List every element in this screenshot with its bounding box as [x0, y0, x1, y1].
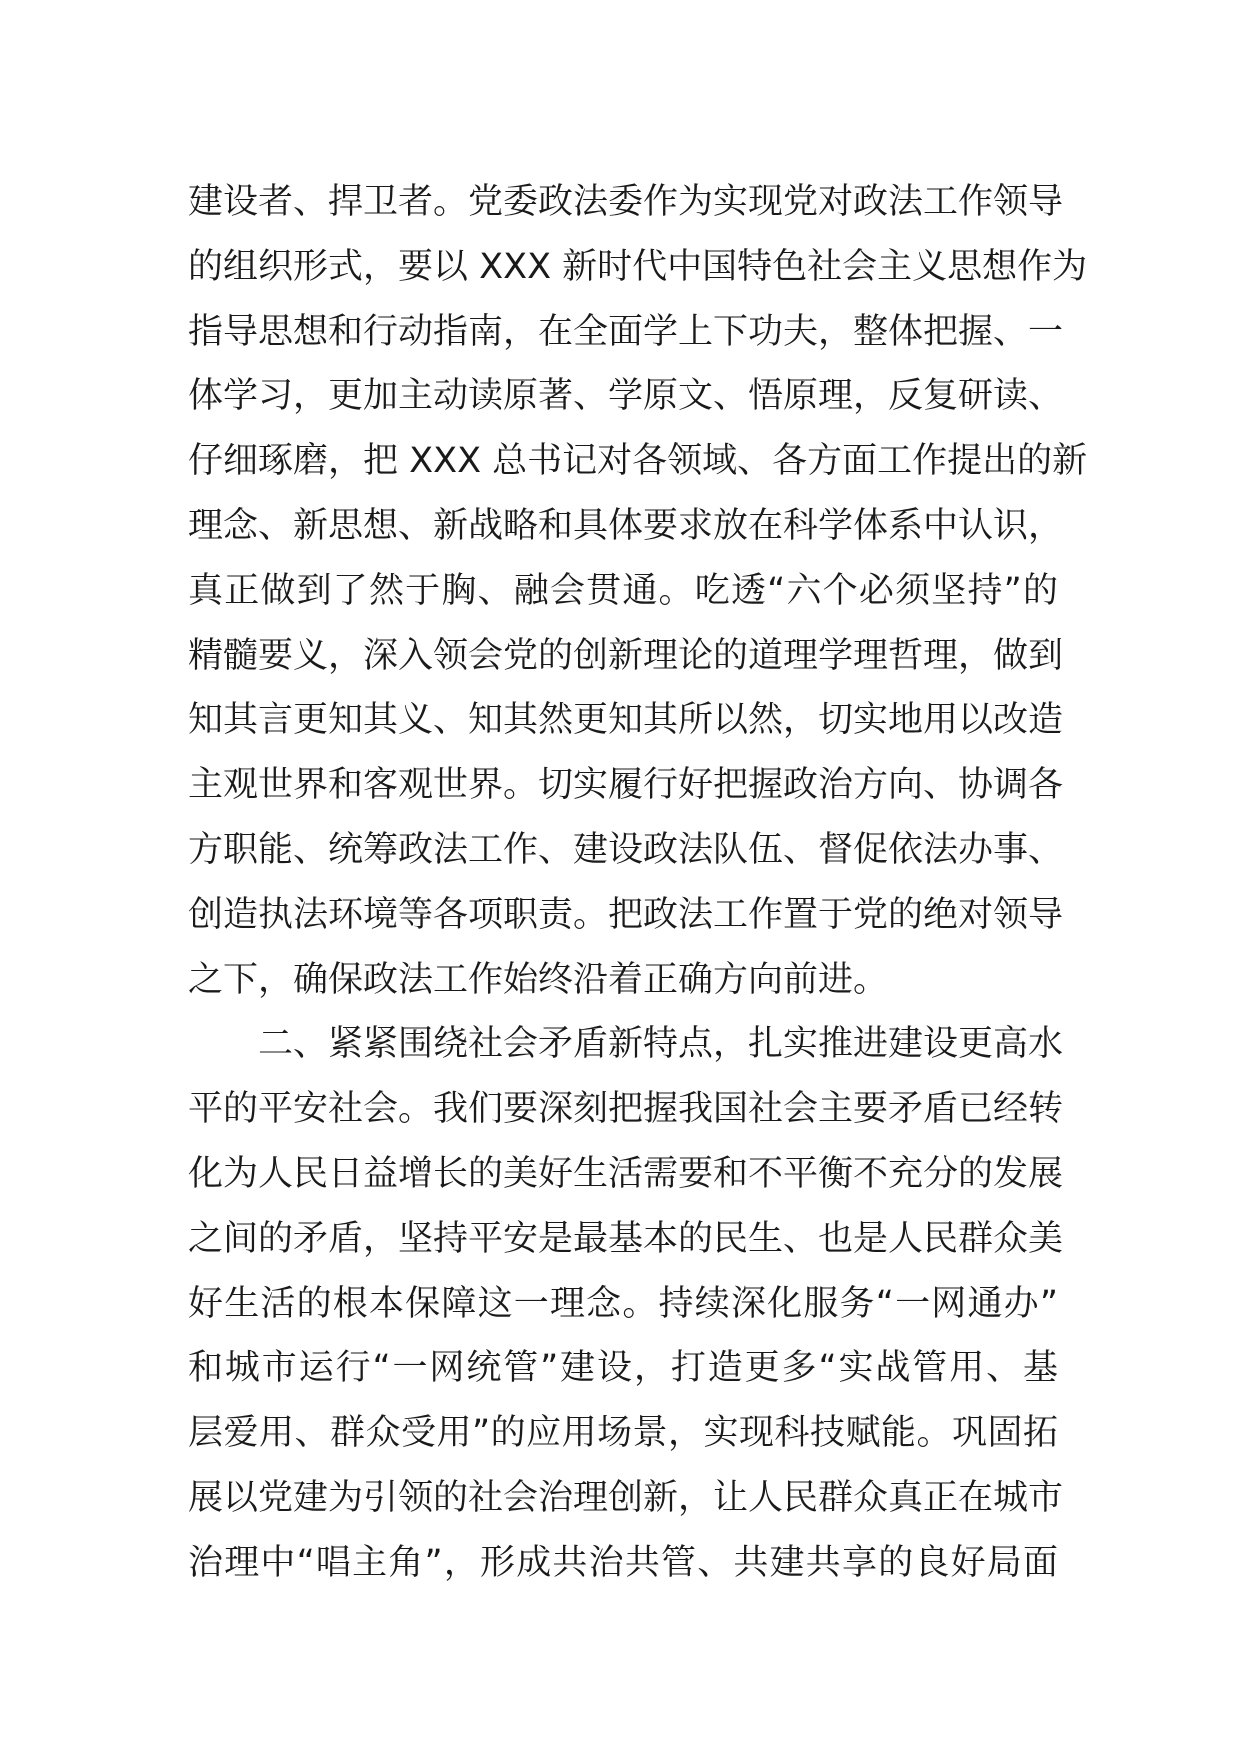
- p1-line-4: 体学习，更加主动读原著、学原文、悟原理，反复研读、: [188, 376, 1064, 417]
- p1-line-7: 真正做到了然于胸、融会贯通。吃透“六个必须坚持”的: [188, 570, 1058, 611]
- document-body: [188, 170, 1088, 1596]
- p2-line-6: 和城市运行“一网统管”建设，打造更多“实战管用、基: [188, 1348, 1058, 1389]
- p1-line-5: 仔细琢磨，把 XXX 总书记对各领域、各方面工作提出的新: [188, 441, 1088, 482]
- p2-line-7: 层爱用、群众受用”的应用场景，实现科技赋能。巩固拓: [188, 1413, 1058, 1454]
- p1-line-9: 知其言更知其义、知其然更知其所以然，切实地用以改造: [188, 700, 1064, 741]
- p2-line-9: 治理中“唱主角”，形成共治共管、共建共享的良好局面: [188, 1542, 1058, 1583]
- p1-line-8: 精髓要义，深入领会党的创新理论的道理学理哲理，做到: [188, 635, 1064, 676]
- p1-line-1: 建设者、捍卫者。党委政法委作为实现党对政法工作领导: [188, 182, 1064, 222]
- p1-line-6: 理念、新思想、新战略和具体要求放在科学体系中认识，: [188, 505, 1064, 546]
- p2-line-4: 之间的矛盾，坚持平安是最基本的民生、也是人民群众美: [188, 1218, 1064, 1259]
- p1-line-13: 之下，确保政法工作始终沿着正确方向前进。: [188, 959, 889, 1000]
- p2-line-2: 平的平安社会。我们要深刻把握我国社会主要矛盾已经转: [188, 1089, 1064, 1130]
- p1-line-3: 指导思想和行动指南，在全面学上下功夫，整体把握、一: [188, 311, 1064, 352]
- p2-line-1: 二、紧紧围绕社会矛盾新特点，扎实推进建设更高水: [258, 1024, 1064, 1065]
- p2-line-3: 化为人民日益增长的美好生活需要和不平衡不充分的发展: [188, 1153, 1064, 1194]
- p1-line-10: 主观世界和客观世界。切实履行好把握政治方向、协调各: [188, 765, 1064, 806]
- p1-line-2: 的组织形式，要以 XXX 新时代中国特色社会主义思想作为: [188, 246, 1088, 287]
- p1-line-12: 创造执法环境等各项职责。把政法工作置于党的绝对领导: [188, 894, 1064, 935]
- p2-line-8: 展以党建为引领的社会治理创新，让人民群众真正在城市: [188, 1477, 1064, 1518]
- p2-line-5: 好生活的根本保障这一理念。持续深化服务“一网通办”: [188, 1283, 1058, 1324]
- p1-line-11: 方职能、统筹政法工作、建设政法队伍、督促依法办事、: [188, 829, 1064, 870]
